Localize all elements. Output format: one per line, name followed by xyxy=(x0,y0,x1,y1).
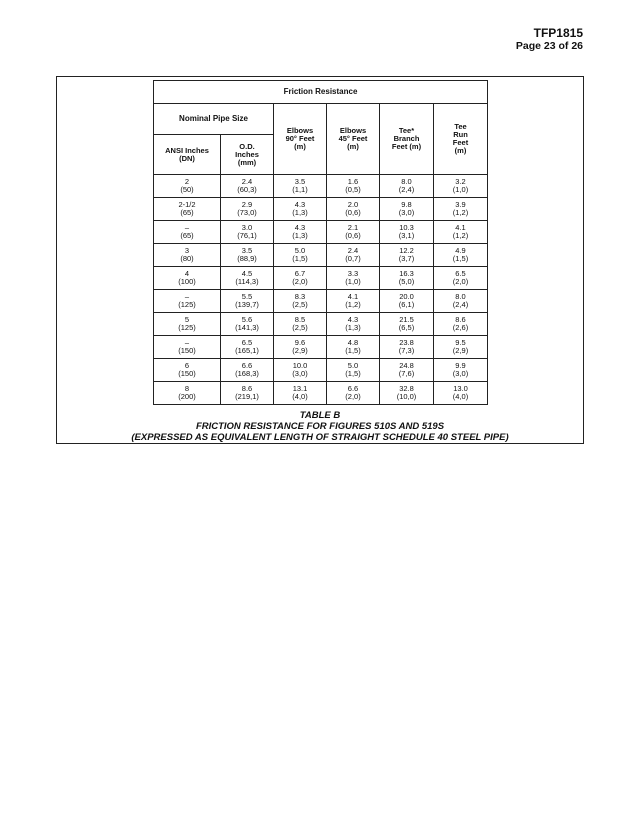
tee-run-cell-metric: (2,0) xyxy=(452,277,469,286)
elbows-90-cell-metric: (2,5) xyxy=(292,300,308,309)
tee-branch-cell-value: 21.5 xyxy=(399,315,414,324)
elbows-90-cell-value: 8.3 xyxy=(294,292,306,301)
tee-run-cell-metric: (4,0) xyxy=(452,392,469,401)
tee-run-cell-metric: (1,2) xyxy=(452,208,469,217)
elbows-45-cell xyxy=(327,221,380,244)
od-cell xyxy=(221,198,274,221)
elbows-90-cell-value: 6.7 xyxy=(294,269,306,278)
ansi-cell xyxy=(154,290,221,313)
elbows-45-cell-value: 2.0 xyxy=(347,200,359,209)
tee-branch-cell-metric: (7,6) xyxy=(398,369,415,378)
elbows-90-cell xyxy=(274,244,327,267)
elbows-45-cell-metric: (0,7) xyxy=(345,254,361,263)
elbows-90-cell xyxy=(274,336,327,359)
ansi-cell xyxy=(154,382,221,405)
table-row xyxy=(154,198,488,221)
od-inches-header xyxy=(221,135,274,175)
elbows-90-cell-value: 5.0 xyxy=(294,246,306,255)
ansi-cell-value: 8 xyxy=(184,384,190,393)
elbows-45-cell xyxy=(327,244,380,267)
elbows-90-header xyxy=(274,104,327,175)
table-title: Friction Resistance xyxy=(154,81,488,104)
elbows-90-cell-metric: (1,5) xyxy=(292,254,308,263)
tee-run-cell-metric: (2,6) xyxy=(452,323,469,332)
tee-branch-cell-metric: (7,3) xyxy=(398,346,415,355)
ansi-cell xyxy=(154,221,221,244)
elbows-45-cell xyxy=(327,359,380,382)
elbows-45-cell-metric: (2,0) xyxy=(345,392,361,401)
ansi-inches-header xyxy=(154,135,221,175)
tee-run-cell-metric: (1,0) xyxy=(452,185,469,194)
tee-run-cell xyxy=(434,221,488,244)
tee-run-cell xyxy=(434,313,488,336)
tee-branch-cell-value: 12.2 xyxy=(399,246,414,255)
tee-branch-cell-value: 10.3 xyxy=(399,223,414,232)
tee-branch-cell-value: 24.8 xyxy=(399,361,414,370)
tee-run-cell-value: 8.6 xyxy=(455,315,466,324)
tee-run-cell xyxy=(434,267,488,290)
elbows-45-cell-value: 4.1 xyxy=(347,292,359,301)
elbows-90-cell-value: 13.1 xyxy=(292,384,308,393)
ansi-cell-metric: (125) xyxy=(178,300,196,309)
tee-branch-cell-value: 20.0 xyxy=(399,292,414,301)
table-row xyxy=(154,244,488,267)
od-cell-value: 2.4 xyxy=(241,177,253,186)
od-inches-label: O.D. Inches (mm) xyxy=(235,141,259,167)
tee-run-cell-value: 13.0 xyxy=(453,384,468,393)
elbows-90-cell xyxy=(274,267,327,290)
tee-run-cell-metric: (2,4) xyxy=(452,300,469,309)
od-cell xyxy=(221,290,274,313)
ansi-cell xyxy=(154,267,221,290)
ansi-cell-metric: (100) xyxy=(178,277,196,286)
od-cell xyxy=(221,244,274,267)
elbows-45-cell xyxy=(327,198,380,221)
table-caption xyxy=(56,410,584,443)
ansi-cell xyxy=(154,175,221,198)
ansi-cell-value: – xyxy=(184,223,190,232)
od-cell-metric: (60,3) xyxy=(237,185,257,194)
elbows-90-cell-metric: (4,0) xyxy=(292,392,308,401)
tee-branch-cell-metric: (5,0) xyxy=(398,277,415,286)
document-header xyxy=(516,27,583,53)
tee-branch-cell-value: 23.8 xyxy=(399,338,414,347)
ansi-cell-metric: (80) xyxy=(180,254,194,263)
table-row xyxy=(154,382,488,405)
elbows-90-cell xyxy=(274,382,327,405)
od-cell xyxy=(221,175,274,198)
tee-run-label: Tee Run Feet (m) xyxy=(452,122,469,155)
document-id: TFP1815 xyxy=(533,26,583,40)
od-cell-metric: (114,3) xyxy=(235,277,259,286)
tee-run-cell xyxy=(434,244,488,267)
od-cell xyxy=(221,221,274,244)
tee-branch-cell-metric: (6,1) xyxy=(398,300,415,309)
ansi-cell-value: 6 xyxy=(184,361,190,370)
od-cell xyxy=(221,267,274,290)
od-cell-metric: (88,9) xyxy=(237,254,257,263)
tee-run-cell xyxy=(434,336,488,359)
od-cell xyxy=(221,313,274,336)
elbows-45-cell-metric: (1,2) xyxy=(345,300,361,309)
tee-run-cell-metric: (1,5) xyxy=(452,254,469,263)
tee-run-cell xyxy=(434,290,488,313)
elbows-90-cell-value: 10.0 xyxy=(292,361,308,370)
elbows-45-cell-value: 2.4 xyxy=(347,246,359,255)
elbows-45-cell-metric: (1,5) xyxy=(345,369,361,378)
table-row xyxy=(154,359,488,382)
caption-table-number: TABLE B xyxy=(299,410,341,421)
ansi-cell xyxy=(154,198,221,221)
ansi-cell xyxy=(154,359,221,382)
tee-branch-cell xyxy=(380,382,434,405)
od-cell-value: 6.5 xyxy=(241,338,253,347)
tee-branch-cell xyxy=(380,336,434,359)
elbows-90-cell-value: 3.5 xyxy=(294,177,306,186)
tee-branch-cell xyxy=(380,267,434,290)
elbows-45-cell xyxy=(327,290,380,313)
tee-branch-cell xyxy=(380,198,434,221)
ansi-cell xyxy=(154,244,221,267)
elbows-90-cell-value: 9.6 xyxy=(294,338,306,347)
elbows-45-cell-value: 2.1 xyxy=(347,223,359,232)
tee-branch-cell-value: 8.0 xyxy=(401,177,412,186)
tee-run-cell-metric: (2,9) xyxy=(452,346,469,355)
tee-run-header xyxy=(434,104,488,175)
elbows-45-cell-metric: (0,6) xyxy=(345,208,361,217)
elbows-90-label: Elbows 90° Feet (m) xyxy=(285,126,315,151)
elbows-90-cell-metric: (1,3) xyxy=(292,231,308,240)
tee-branch-cell-value: 32.8 xyxy=(399,384,414,393)
od-cell-value: 5.6 xyxy=(241,315,253,324)
table-row xyxy=(154,267,488,290)
caption-subtitle: (EXPRESSED AS EQUIVALENT LENGTH OF STRAIGHT SCHEDULE 40 STEEL PIPE) xyxy=(131,432,509,443)
od-cell xyxy=(221,359,274,382)
ansi-cell-value: – xyxy=(184,292,190,301)
elbows-90-cell xyxy=(274,198,327,221)
ansi-cell-value: 5 xyxy=(184,315,190,324)
elbows-90-cell-value: 4.3 xyxy=(294,223,306,232)
elbows-45-cell-value: 1.6 xyxy=(347,177,359,186)
tee-run-cell-value: 3.9 xyxy=(455,200,466,209)
nominal-pipe-size-header: Nominal Pipe Size xyxy=(154,104,274,135)
tee-run-cell xyxy=(434,382,488,405)
od-cell-metric: (168,3) xyxy=(235,369,259,378)
elbows-90-cell xyxy=(274,313,327,336)
od-cell-value: 3.0 xyxy=(241,223,253,232)
elbows-45-cell-value: 5.0 xyxy=(347,361,359,370)
table-row xyxy=(154,175,488,198)
page-number: Page 23 of 26 xyxy=(515,40,583,52)
elbows-45-cell-metric: (0,6) xyxy=(345,231,361,240)
ansi-cell-metric: (65) xyxy=(180,231,194,240)
tee-branch-cell xyxy=(380,244,434,267)
ansi-cell-metric: (150) xyxy=(178,369,196,378)
tee-branch-cell-value: 9.8 xyxy=(401,200,412,209)
ansi-cell xyxy=(154,313,221,336)
elbows-45-cell-metric: (1,3) xyxy=(345,323,361,332)
elbows-45-cell xyxy=(327,336,380,359)
tee-run-cell-metric: (3,0) xyxy=(452,369,469,378)
od-cell-metric: (76,1) xyxy=(237,231,257,240)
elbows-45-cell-metric: (1,5) xyxy=(345,346,361,355)
od-cell-value: 3.5 xyxy=(241,246,253,255)
elbows-90-cell xyxy=(274,175,327,198)
tee-branch-cell-value: 16.3 xyxy=(399,269,414,278)
elbows-90-cell xyxy=(274,290,327,313)
od-cell-metric: (141,3) xyxy=(235,323,259,332)
elbows-45-cell xyxy=(327,382,380,405)
ansi-cell-value: 4 xyxy=(184,269,190,278)
ansi-cell-value: 2-1/2 xyxy=(178,200,196,209)
table-row xyxy=(154,221,488,244)
elbows-45-cell-value: 4.3 xyxy=(347,315,359,324)
elbows-90-cell-metric: (2,5) xyxy=(292,323,308,332)
tee-branch-cell xyxy=(380,221,434,244)
elbows-45-cell xyxy=(327,313,380,336)
tee-run-cell-metric: (1,2) xyxy=(452,231,469,240)
elbows-90-cell-value: 4.3 xyxy=(294,200,306,209)
od-cell-value: 5.5 xyxy=(241,292,253,301)
ansi-cell-value: 2 xyxy=(184,177,190,186)
ansi-cell-metric: (50) xyxy=(180,185,194,194)
tee-branch-header xyxy=(380,104,434,175)
elbows-90-cell-metric: (2,0) xyxy=(292,277,308,286)
friction-resistance-table xyxy=(153,80,488,405)
tee-run-cell xyxy=(434,175,488,198)
elbows-90-cell-metric: (1,1) xyxy=(292,185,308,194)
tee-branch-cell-metric: (3,1) xyxy=(398,231,415,240)
elbows-45-cell-metric: (1,0) xyxy=(345,277,361,286)
tee-branch-cell-metric: (3,0) xyxy=(398,208,415,217)
od-cell xyxy=(221,336,274,359)
od-cell-metric: (165,1) xyxy=(235,346,259,355)
elbows-45-cell-value: 4.8 xyxy=(347,338,359,347)
tee-run-cell-value: 8.0 xyxy=(455,292,466,301)
ansi-cell-value: – xyxy=(184,338,190,347)
ansi-cell xyxy=(154,336,221,359)
tee-run-cell xyxy=(434,198,488,221)
elbows-45-cell-value: 3.3 xyxy=(347,269,359,278)
tee-branch-cell xyxy=(380,290,434,313)
od-cell-value: 8.6 xyxy=(241,384,253,393)
caption-title: FRICTION RESISTANCE FOR FIGURES 510S AND 519S xyxy=(195,421,445,432)
ansi-cell-metric: (200) xyxy=(178,392,196,401)
tee-run-cell-value: 9.9 xyxy=(455,361,466,370)
elbows-90-cell xyxy=(274,221,327,244)
tee-branch-cell-metric: (2,4) xyxy=(398,185,415,194)
ansi-cell-value: 3 xyxy=(184,246,190,255)
ansi-cell-metric: (65) xyxy=(180,208,194,217)
table-row xyxy=(154,290,488,313)
tee-run-cell-value: 4.9 xyxy=(455,246,466,255)
tee-branch-cell xyxy=(380,359,434,382)
ansi-cell-metric: (150) xyxy=(178,346,196,355)
tee-branch-cell-metric: (10,0) xyxy=(396,392,417,401)
od-cell-metric: (73,0) xyxy=(237,208,257,217)
tee-run-cell xyxy=(434,359,488,382)
tee-run-cell-value: 3.2 xyxy=(455,177,466,186)
elbows-45-cell-value: 6.6 xyxy=(347,384,359,393)
od-cell-metric: (139,7) xyxy=(235,300,259,309)
elbows-90-cell-metric: (2,9) xyxy=(292,346,308,355)
od-cell-value: 6.6 xyxy=(241,361,253,370)
tee-run-cell-value: 6.5 xyxy=(455,269,466,278)
elbows-90-cell-metric: (1,3) xyxy=(292,208,308,217)
od-cell xyxy=(221,382,274,405)
od-cell-value: 2.9 xyxy=(241,200,253,209)
elbows-45-header xyxy=(327,104,380,175)
elbows-90-cell-value: 8.5 xyxy=(294,315,306,324)
elbows-45-cell-metric: (0,5) xyxy=(345,185,361,194)
elbows-45-cell xyxy=(327,267,380,290)
elbows-90-cell xyxy=(274,359,327,382)
tee-run-cell-value: 9.5 xyxy=(455,338,466,347)
ansi-inches-label: ANSI Inches (DN) xyxy=(165,145,209,163)
tee-branch-cell-metric: (3,7) xyxy=(398,254,415,263)
elbows-45-label: Elbows 45° Feet (m) xyxy=(338,126,368,151)
tee-run-cell-value: 4.1 xyxy=(455,223,466,232)
elbows-90-cell-metric: (3,0) xyxy=(292,369,308,378)
tee-branch-cell-metric: (6,5) xyxy=(398,323,415,332)
elbows-45-cell xyxy=(327,175,380,198)
tee-branch-cell xyxy=(380,175,434,198)
table-body xyxy=(154,175,488,405)
table-row xyxy=(154,313,488,336)
tee-branch-label: Tee* Branch Feet (m) xyxy=(391,126,422,151)
tee-branch-cell xyxy=(380,313,434,336)
ansi-cell-metric: (125) xyxy=(178,323,196,332)
od-cell-metric: (219,1) xyxy=(235,392,259,401)
od-cell-value: 4.5 xyxy=(241,269,253,278)
table-row xyxy=(154,336,488,359)
